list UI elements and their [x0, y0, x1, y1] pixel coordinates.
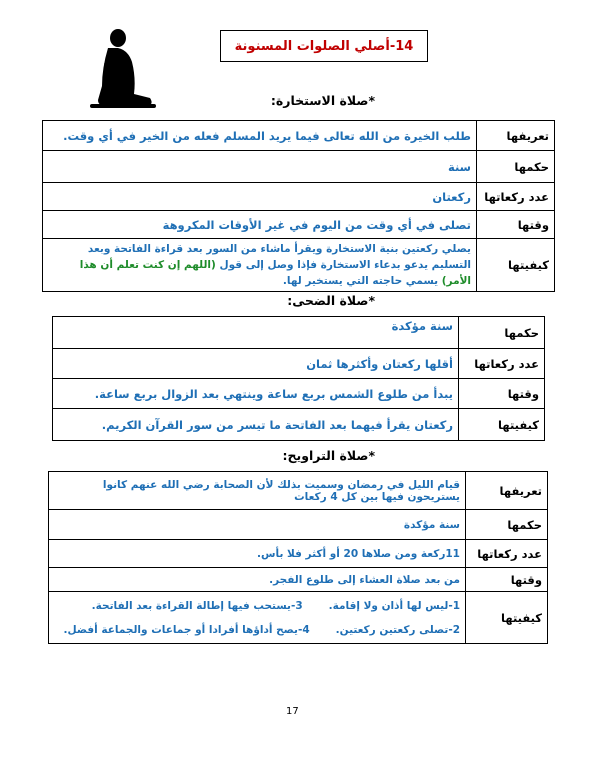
- istikhara-heading: *صلاة الاستخارة:: [270, 93, 375, 108]
- time-label: وقتها: [466, 568, 548, 592]
- method-text-2: (اللهم إن كنت تعلم أن هذا الأمر): [79, 259, 471, 287]
- method-value: [49, 592, 466, 644]
- table-row: [43, 121, 555, 151]
- rakat-label: عدد ركعاتها: [466, 540, 548, 568]
- rakat-label: عدد ركعاتها: [477, 183, 555, 211]
- method-item-3: 3-يستحب فيها إطالة القراءة بعد الفاتحة.: [91, 599, 303, 612]
- time-value: يبدأ من طلوع الشمس بربع ساعة وينتهي بعد الزوال بربع ساعة.: [53, 379, 459, 409]
- rakat-value: ركعتان: [43, 183, 477, 211]
- time-value: تصلى في أي وقت من اليوم في غير الأوقات المكروهة: [43, 211, 477, 239]
- method-label: كيفيتها: [459, 409, 545, 441]
- rakat-value: أقلها ركعتان وأكثرها ثمان: [53, 349, 459, 379]
- method-text-1: يصلي ركعتين بنية الاستخارة ويقرأ ماشاء من السور بعد قراءة الفاتحة وبعد التسليم يدعو بدعاء الاستخارة فإذا وصل إلى قول: [87, 243, 471, 271]
- table-row: [43, 151, 555, 183]
- method-line: [54, 597, 460, 615]
- table-row: [49, 472, 548, 510]
- definition-label: تعريفها: [477, 121, 555, 151]
- ruling-value: سنة مؤكدة: [53, 317, 459, 349]
- istikhara-table: [42, 120, 555, 292]
- method-label: كيفيتها: [477, 239, 555, 292]
- tarawih-heading: *صلاة التراويح:: [282, 448, 375, 463]
- rakat-value: 11ركعة ومن صلاها 20 أو أكثر فلا بأس.: [49, 540, 466, 568]
- method-value: [43, 239, 477, 292]
- method-label: كيفيتها: [466, 592, 548, 644]
- tarawih-table: [48, 471, 548, 644]
- ruling-label: حكمها: [477, 151, 555, 183]
- ruling-label: حكمها: [466, 510, 548, 540]
- method-line: [54, 621, 460, 639]
- time-label: وقتها: [459, 379, 545, 409]
- table-row: [43, 211, 555, 239]
- table-row: [53, 379, 545, 409]
- method-item-1: 1-ليس لها أذان ولا إقامة.: [328, 599, 460, 612]
- time-value: من بعد صلاة العشاء إلى طلوع الفجر.: [49, 568, 466, 592]
- table-row: [49, 540, 548, 568]
- table-row: [53, 409, 545, 441]
- table-row: [53, 349, 545, 379]
- ruling-value: سنة مؤكدة: [49, 510, 466, 540]
- definition-value: طلب الخيرة من الله تعالى فيما يريد المسلم فعله من الخير في أي وقت.: [43, 121, 477, 151]
- table-row: [49, 568, 548, 592]
- table-row: [43, 183, 555, 211]
- table-row: [53, 317, 545, 349]
- time-label: وقتها: [477, 211, 555, 239]
- page-title: 14-أصلي الصلوات المسنونة: [220, 30, 428, 62]
- definition-value: قيام الليل في رمضان وسميت بذلك لأن الصحابة رضي الله عنهم كانوا يستريحون فيها بين كل 4 ركعات: [49, 472, 466, 510]
- table-row: [49, 510, 548, 540]
- ruling-value: سنة: [43, 151, 477, 183]
- page-number: 17: [286, 706, 299, 717]
- method-item-2: 2-تصلى ركعتين ركعتين.: [335, 623, 460, 636]
- method-item-4: 4-يصح أداؤها أفرادا أو جماعات والجماعة أفضل.: [63, 623, 310, 636]
- rakat-label: عدد ركعاتها: [459, 349, 545, 379]
- duha-table: [52, 316, 545, 441]
- method-text-3: يسمي حاجته التي يستخير لها.: [282, 275, 442, 287]
- duha-heading: *صلاة الضحى:: [287, 293, 375, 308]
- method-value: ركعتان يقرأ فيهما بعد الفاتحة ما تيسر من سور القرآن الكريم.: [53, 409, 459, 441]
- table-row: [43, 239, 555, 292]
- table-row: [49, 592, 548, 644]
- praying-person-icon: [88, 28, 158, 110]
- ruling-label: حكمها: [459, 317, 545, 349]
- definition-label: تعريفها: [466, 472, 548, 510]
